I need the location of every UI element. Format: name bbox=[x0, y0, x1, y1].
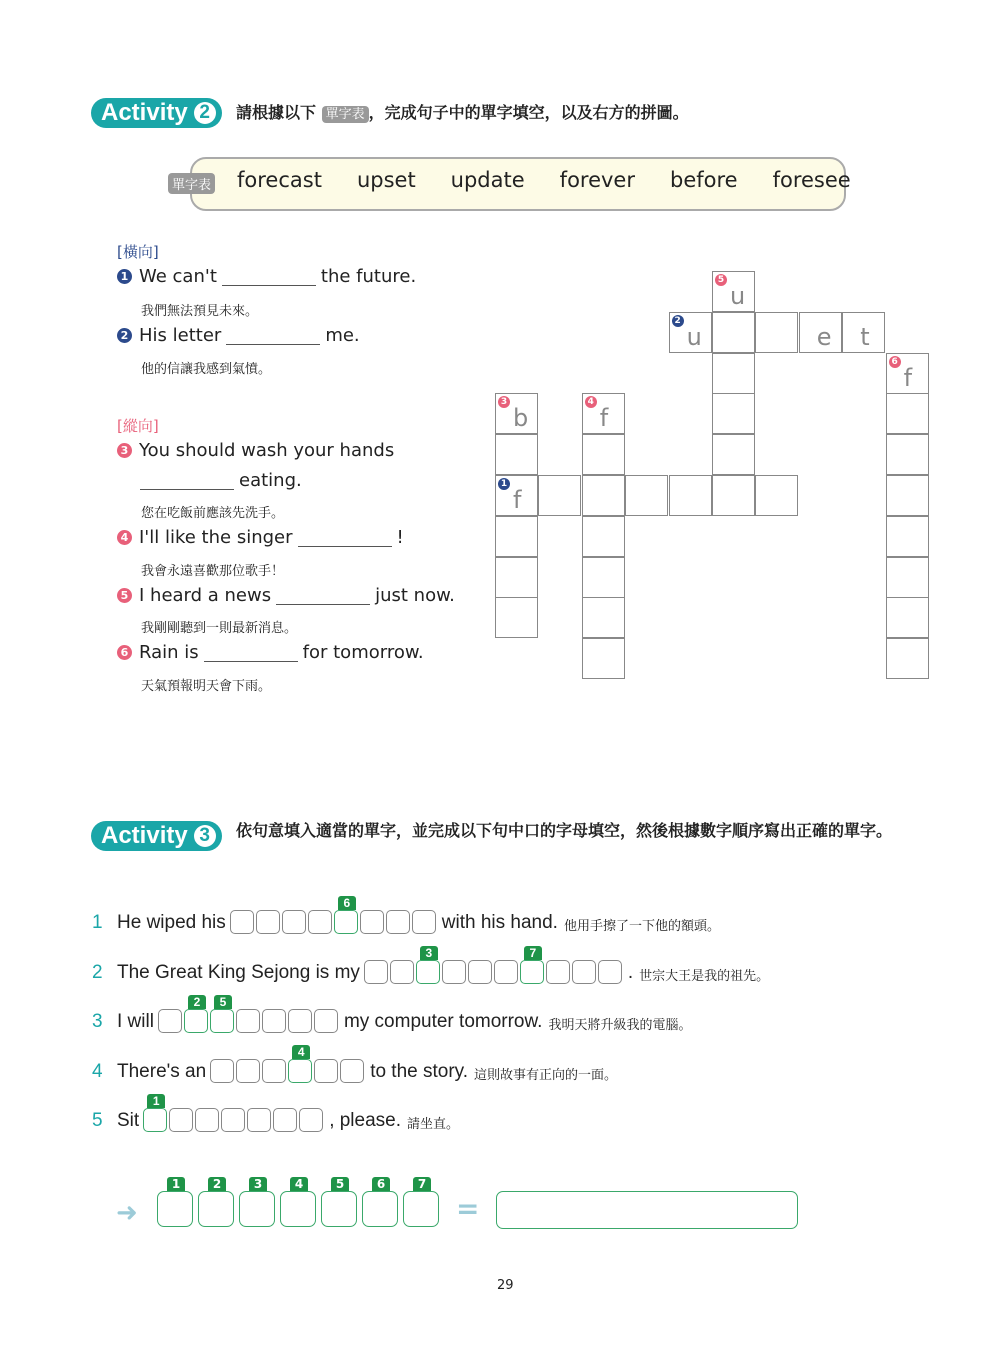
letter-box[interactable] bbox=[184, 995, 208, 1033]
letter-box[interactable] bbox=[288, 1045, 312, 1083]
crossword-cell[interactable] bbox=[495, 557, 538, 598]
crossword-cell[interactable] bbox=[755, 312, 798, 353]
order-badge: 2 bbox=[208, 1177, 226, 1191]
sentence-pre: There's an bbox=[117, 1061, 207, 1082]
letter-box[interactable] bbox=[282, 910, 306, 934]
letter-box[interactable] bbox=[390, 960, 414, 984]
final-letter-box[interactable] bbox=[280, 1177, 316, 1227]
crossword-cell[interactable] bbox=[712, 271, 755, 312]
hint-letter: f bbox=[513, 486, 522, 514]
crossword-cell[interactable] bbox=[886, 393, 929, 434]
letter-box[interactable] bbox=[546, 960, 570, 984]
letter-box[interactable] bbox=[364, 960, 388, 984]
clue-number: 5 bbox=[117, 588, 132, 603]
clue-text-post: the future. bbox=[320, 266, 417, 287]
order-badge: 2 bbox=[188, 995, 206, 1009]
letter-box[interactable] bbox=[314, 1009, 338, 1033]
crossword-cell[interactable] bbox=[712, 434, 755, 475]
crossword-cell[interactable] bbox=[886, 353, 929, 394]
clue-5 bbox=[117, 585, 455, 606]
translation: 我明天將升級我的電腦。 bbox=[548, 1017, 692, 1032]
letter-box[interactable] bbox=[210, 1059, 234, 1083]
clue-text-post: eating. bbox=[239, 470, 302, 491]
letter-box[interactable] bbox=[210, 995, 234, 1033]
crossword-cell[interactable] bbox=[582, 475, 625, 516]
answer-box[interactable] bbox=[496, 1191, 798, 1229]
crossword-cell[interactable] bbox=[495, 434, 538, 475]
clue-number-badge: 4 bbox=[585, 396, 597, 408]
activity-2-badge bbox=[91, 98, 222, 128]
activity-number: 2 bbox=[194, 102, 216, 124]
clue-3 bbox=[117, 440, 394, 461]
wordbank-tag: 單字表 bbox=[168, 173, 215, 194]
letter-box[interactable] bbox=[158, 1009, 182, 1033]
crossword-cell[interactable] bbox=[799, 312, 842, 353]
order-badge: 6 bbox=[372, 1177, 390, 1191]
crossword-cell[interactable] bbox=[886, 434, 929, 475]
page-number: 29 bbox=[497, 1278, 514, 1293]
fill-in-row bbox=[92, 995, 692, 1033]
letter-box[interactable] bbox=[247, 1108, 271, 1132]
crossword-cell[interactable] bbox=[495, 516, 538, 557]
final-letter-box[interactable] bbox=[321, 1177, 357, 1227]
arrow-right-icon: ➜ bbox=[116, 1198, 138, 1228]
order-badge: 7 bbox=[524, 946, 542, 960]
fill-in-row bbox=[92, 896, 720, 934]
clue-text-post: just now. bbox=[375, 585, 455, 606]
down-heading: [縱向] bbox=[117, 417, 159, 435]
clue-number-badge: 3 bbox=[498, 396, 510, 408]
row-number: 2 bbox=[92, 962, 103, 983]
hint-letter: f bbox=[903, 363, 913, 392]
answer-blank[interactable] bbox=[222, 267, 316, 286]
answer-blank[interactable] bbox=[298, 528, 392, 547]
crossword-cell[interactable] bbox=[842, 312, 885, 353]
row-number: 3 bbox=[92, 1011, 103, 1032]
word: foresee bbox=[772, 168, 851, 192]
word: update bbox=[450, 168, 525, 192]
clue-translation: 您在吃飯前應該先洗手。 bbox=[141, 506, 285, 521]
sentence-post: with his hand. bbox=[441, 912, 558, 933]
letter-box[interactable] bbox=[314, 1059, 338, 1083]
final-letter-box[interactable] bbox=[239, 1177, 275, 1227]
sentence-pre: I will bbox=[117, 1011, 154, 1032]
row-number: 1 bbox=[92, 912, 103, 933]
fill-in-row bbox=[92, 1045, 618, 1083]
activity-number: 3 bbox=[194, 825, 216, 847]
order-badge: 1 bbox=[167, 1177, 185, 1191]
clue-text-pre: His letter bbox=[139, 325, 222, 346]
letter-box[interactable] bbox=[221, 1108, 245, 1132]
crossword-cell[interactable] bbox=[886, 516, 929, 557]
letter-box[interactable] bbox=[169, 1108, 193, 1132]
word: upset bbox=[356, 168, 416, 192]
letter-box[interactable] bbox=[236, 1059, 260, 1083]
hint-letter: u bbox=[686, 322, 702, 351]
sentence-post: , please. bbox=[329, 1110, 402, 1131]
letter-box[interactable] bbox=[273, 1108, 297, 1132]
crossword-cell[interactable] bbox=[886, 557, 929, 598]
activity-3-badge bbox=[91, 821, 222, 851]
answer-blank[interactable] bbox=[226, 326, 320, 345]
crossword-cell[interactable] bbox=[582, 597, 625, 638]
hint-letter: t bbox=[860, 322, 870, 351]
letter-box[interactable] bbox=[256, 910, 280, 934]
letter-boxes bbox=[143, 1094, 325, 1132]
word: forecast bbox=[237, 168, 322, 192]
letter-box[interactable] bbox=[416, 946, 440, 984]
activity-label: Activity bbox=[101, 822, 188, 849]
final-letter-box[interactable] bbox=[403, 1177, 439, 1227]
sentence-pre: The Great King Sejong is my bbox=[117, 962, 360, 983]
crossword-cell[interactable] bbox=[886, 638, 929, 679]
clue-text-pre: I heard a news bbox=[139, 585, 272, 606]
clue-translation: 我剛剛聽到一則最新消息。 bbox=[141, 621, 298, 636]
fill-in-row bbox=[92, 1094, 460, 1132]
answer-blank[interactable] bbox=[276, 586, 370, 605]
translation: 請坐直。 bbox=[407, 1116, 460, 1131]
clue-number: 6 bbox=[117, 645, 132, 660]
clue-number: 2 bbox=[117, 328, 132, 343]
clue-text-post: for tomorrow. bbox=[302, 642, 424, 663]
clue-4 bbox=[117, 527, 404, 548]
clue-number: 4 bbox=[117, 530, 132, 545]
letter-box[interactable] bbox=[308, 910, 332, 934]
clue-text-pre: I'll like the singer bbox=[139, 527, 293, 548]
letter-box[interactable] bbox=[195, 1108, 219, 1132]
letter-boxes bbox=[230, 896, 438, 934]
crossword-cell[interactable] bbox=[495, 475, 538, 516]
letter-box[interactable] bbox=[520, 946, 544, 984]
order-badge: 4 bbox=[292, 1045, 310, 1059]
sentence-pre: Sit bbox=[117, 1110, 140, 1131]
row-number: 5 bbox=[92, 1110, 103, 1131]
clue-number-badge: 6 bbox=[889, 356, 901, 368]
letter-box[interactable] bbox=[143, 1094, 167, 1132]
clue-number: 3 bbox=[117, 443, 132, 458]
clue-translation: 他的信讓我感到氣憤。 bbox=[141, 362, 272, 377]
row-number: 4 bbox=[92, 1061, 103, 1082]
clue-text-pre: You should wash your hands bbox=[139, 440, 395, 461]
sentence-pre: He wiped his bbox=[117, 912, 226, 933]
letter-box[interactable] bbox=[340, 1059, 364, 1083]
hint-letter: f bbox=[599, 404, 609, 433]
translation: 這則故事有正向的一面。 bbox=[474, 1067, 618, 1082]
crossword-cell[interactable] bbox=[669, 312, 712, 353]
activity-label: Activity bbox=[101, 99, 188, 126]
activity-2-instruction bbox=[236, 99, 689, 129]
letter-box[interactable] bbox=[442, 960, 466, 984]
crossword-cell[interactable] bbox=[712, 393, 755, 434]
final-letter-box[interactable] bbox=[198, 1177, 234, 1227]
sentence-post: to the story. bbox=[370, 1061, 469, 1082]
crossword-cell[interactable] bbox=[669, 475, 712, 516]
letter-box[interactable] bbox=[262, 1009, 286, 1033]
crossword-cell[interactable] bbox=[582, 393, 625, 434]
answer-blank[interactable] bbox=[140, 471, 234, 490]
fill-in-row bbox=[92, 946, 770, 984]
wordbank-words bbox=[237, 168, 886, 192]
letter-box[interactable] bbox=[262, 1059, 286, 1083]
crossword-cell[interactable] bbox=[582, 638, 625, 679]
letter-boxes bbox=[364, 946, 624, 984]
hint-letter: b bbox=[513, 404, 529, 433]
clue-number-badge: 5 bbox=[715, 274, 727, 286]
crossword-cell[interactable] bbox=[886, 597, 929, 638]
clue-3-continued bbox=[135, 470, 302, 491]
activity-3-instruction: 依句意填入適當的單字，並完成以下句中口的字母填空，然後根據數字順序寫出正確的單字。 bbox=[236, 821, 893, 840]
hint-letter: e bbox=[816, 322, 832, 351]
crossword-cell[interactable] bbox=[582, 434, 625, 475]
letter-box[interactable] bbox=[412, 910, 436, 934]
crossword-cell[interactable] bbox=[712, 353, 755, 394]
letter-box[interactable] bbox=[334, 896, 358, 934]
translation: 世宗大王是我的祖先。 bbox=[639, 968, 770, 983]
clue-6 bbox=[117, 642, 424, 663]
crossword-cell[interactable] bbox=[495, 597, 538, 638]
sentence-post: . bbox=[627, 962, 634, 983]
crossword-cell[interactable] bbox=[625, 475, 668, 516]
clue-translation: 我們無法預見未來。 bbox=[141, 304, 259, 319]
crossword-cell[interactable] bbox=[582, 516, 625, 557]
instruction-text: ，完成句子中的單字填空，以及右方的拼圖。 bbox=[368, 103, 689, 122]
sentence-post: my computer tomorrow. bbox=[343, 1011, 543, 1032]
order-badge: 7 bbox=[413, 1177, 431, 1191]
crossword-cell[interactable] bbox=[712, 475, 755, 516]
letter-box[interactable] bbox=[494, 960, 518, 984]
letter-boxes bbox=[210, 1045, 366, 1083]
letter-box[interactable] bbox=[572, 960, 596, 984]
clue-number: 1 bbox=[117, 269, 132, 284]
clue-1 bbox=[117, 266, 416, 287]
letter-box[interactable] bbox=[236, 1009, 260, 1033]
crossword-cell[interactable] bbox=[582, 557, 625, 598]
final-letter-boxes bbox=[157, 1177, 444, 1227]
order-badge: 1 bbox=[147, 1094, 165, 1108]
order-badge: 5 bbox=[331, 1177, 349, 1191]
translation: 他用手擦了一下他的額頭。 bbox=[563, 918, 720, 933]
order-badge: 4 bbox=[290, 1177, 308, 1191]
clue-number-badge: 2 bbox=[672, 315, 684, 327]
letter-box[interactable] bbox=[386, 910, 410, 934]
clue-text-post: me. bbox=[325, 325, 360, 346]
word: forever bbox=[559, 168, 635, 192]
clue-translation: 我會永遠喜歡那位歌手！ bbox=[141, 564, 285, 579]
wordbank-tag: 單字表 bbox=[322, 106, 369, 123]
clue-number-badge: 1 bbox=[498, 478, 510, 490]
final-letter-box[interactable] bbox=[157, 1177, 193, 1227]
final-letter-box[interactable] bbox=[362, 1177, 398, 1227]
letter-box[interactable] bbox=[360, 910, 384, 934]
across-heading: [橫向] bbox=[117, 243, 159, 261]
crossword-cell[interactable] bbox=[495, 393, 538, 434]
order-badge: 3 bbox=[249, 1177, 267, 1191]
letter-box[interactable] bbox=[288, 1009, 312, 1033]
answer-blank[interactable] bbox=[204, 643, 298, 662]
equals-sign: = bbox=[456, 1192, 480, 1225]
letter-boxes bbox=[158, 995, 340, 1033]
crossword-cell[interactable] bbox=[712, 312, 755, 353]
letter-box[interactable] bbox=[598, 960, 622, 984]
letter-box[interactable] bbox=[299, 1108, 323, 1132]
clue-translation: 天氣預報明天會下雨。 bbox=[141, 679, 272, 694]
clue-text-pre: We can't bbox=[139, 266, 217, 287]
crossword-cell[interactable] bbox=[755, 475, 798, 516]
hint-letter: u bbox=[730, 282, 746, 310]
letter-box[interactable] bbox=[230, 910, 254, 934]
clue-text-pre: Rain is bbox=[139, 642, 199, 663]
letter-box[interactable] bbox=[468, 960, 492, 984]
clue-text-post: ! bbox=[396, 527, 404, 548]
instruction-text: 請根據以下 bbox=[236, 103, 317, 122]
crossword-cell[interactable] bbox=[886, 475, 929, 516]
order-badge: 3 bbox=[420, 946, 438, 960]
word: before bbox=[670, 168, 738, 192]
crossword-cell[interactable] bbox=[538, 475, 581, 516]
order-badge: 5 bbox=[214, 995, 232, 1009]
order-badge: 6 bbox=[338, 896, 356, 910]
clue-2 bbox=[117, 325, 360, 346]
